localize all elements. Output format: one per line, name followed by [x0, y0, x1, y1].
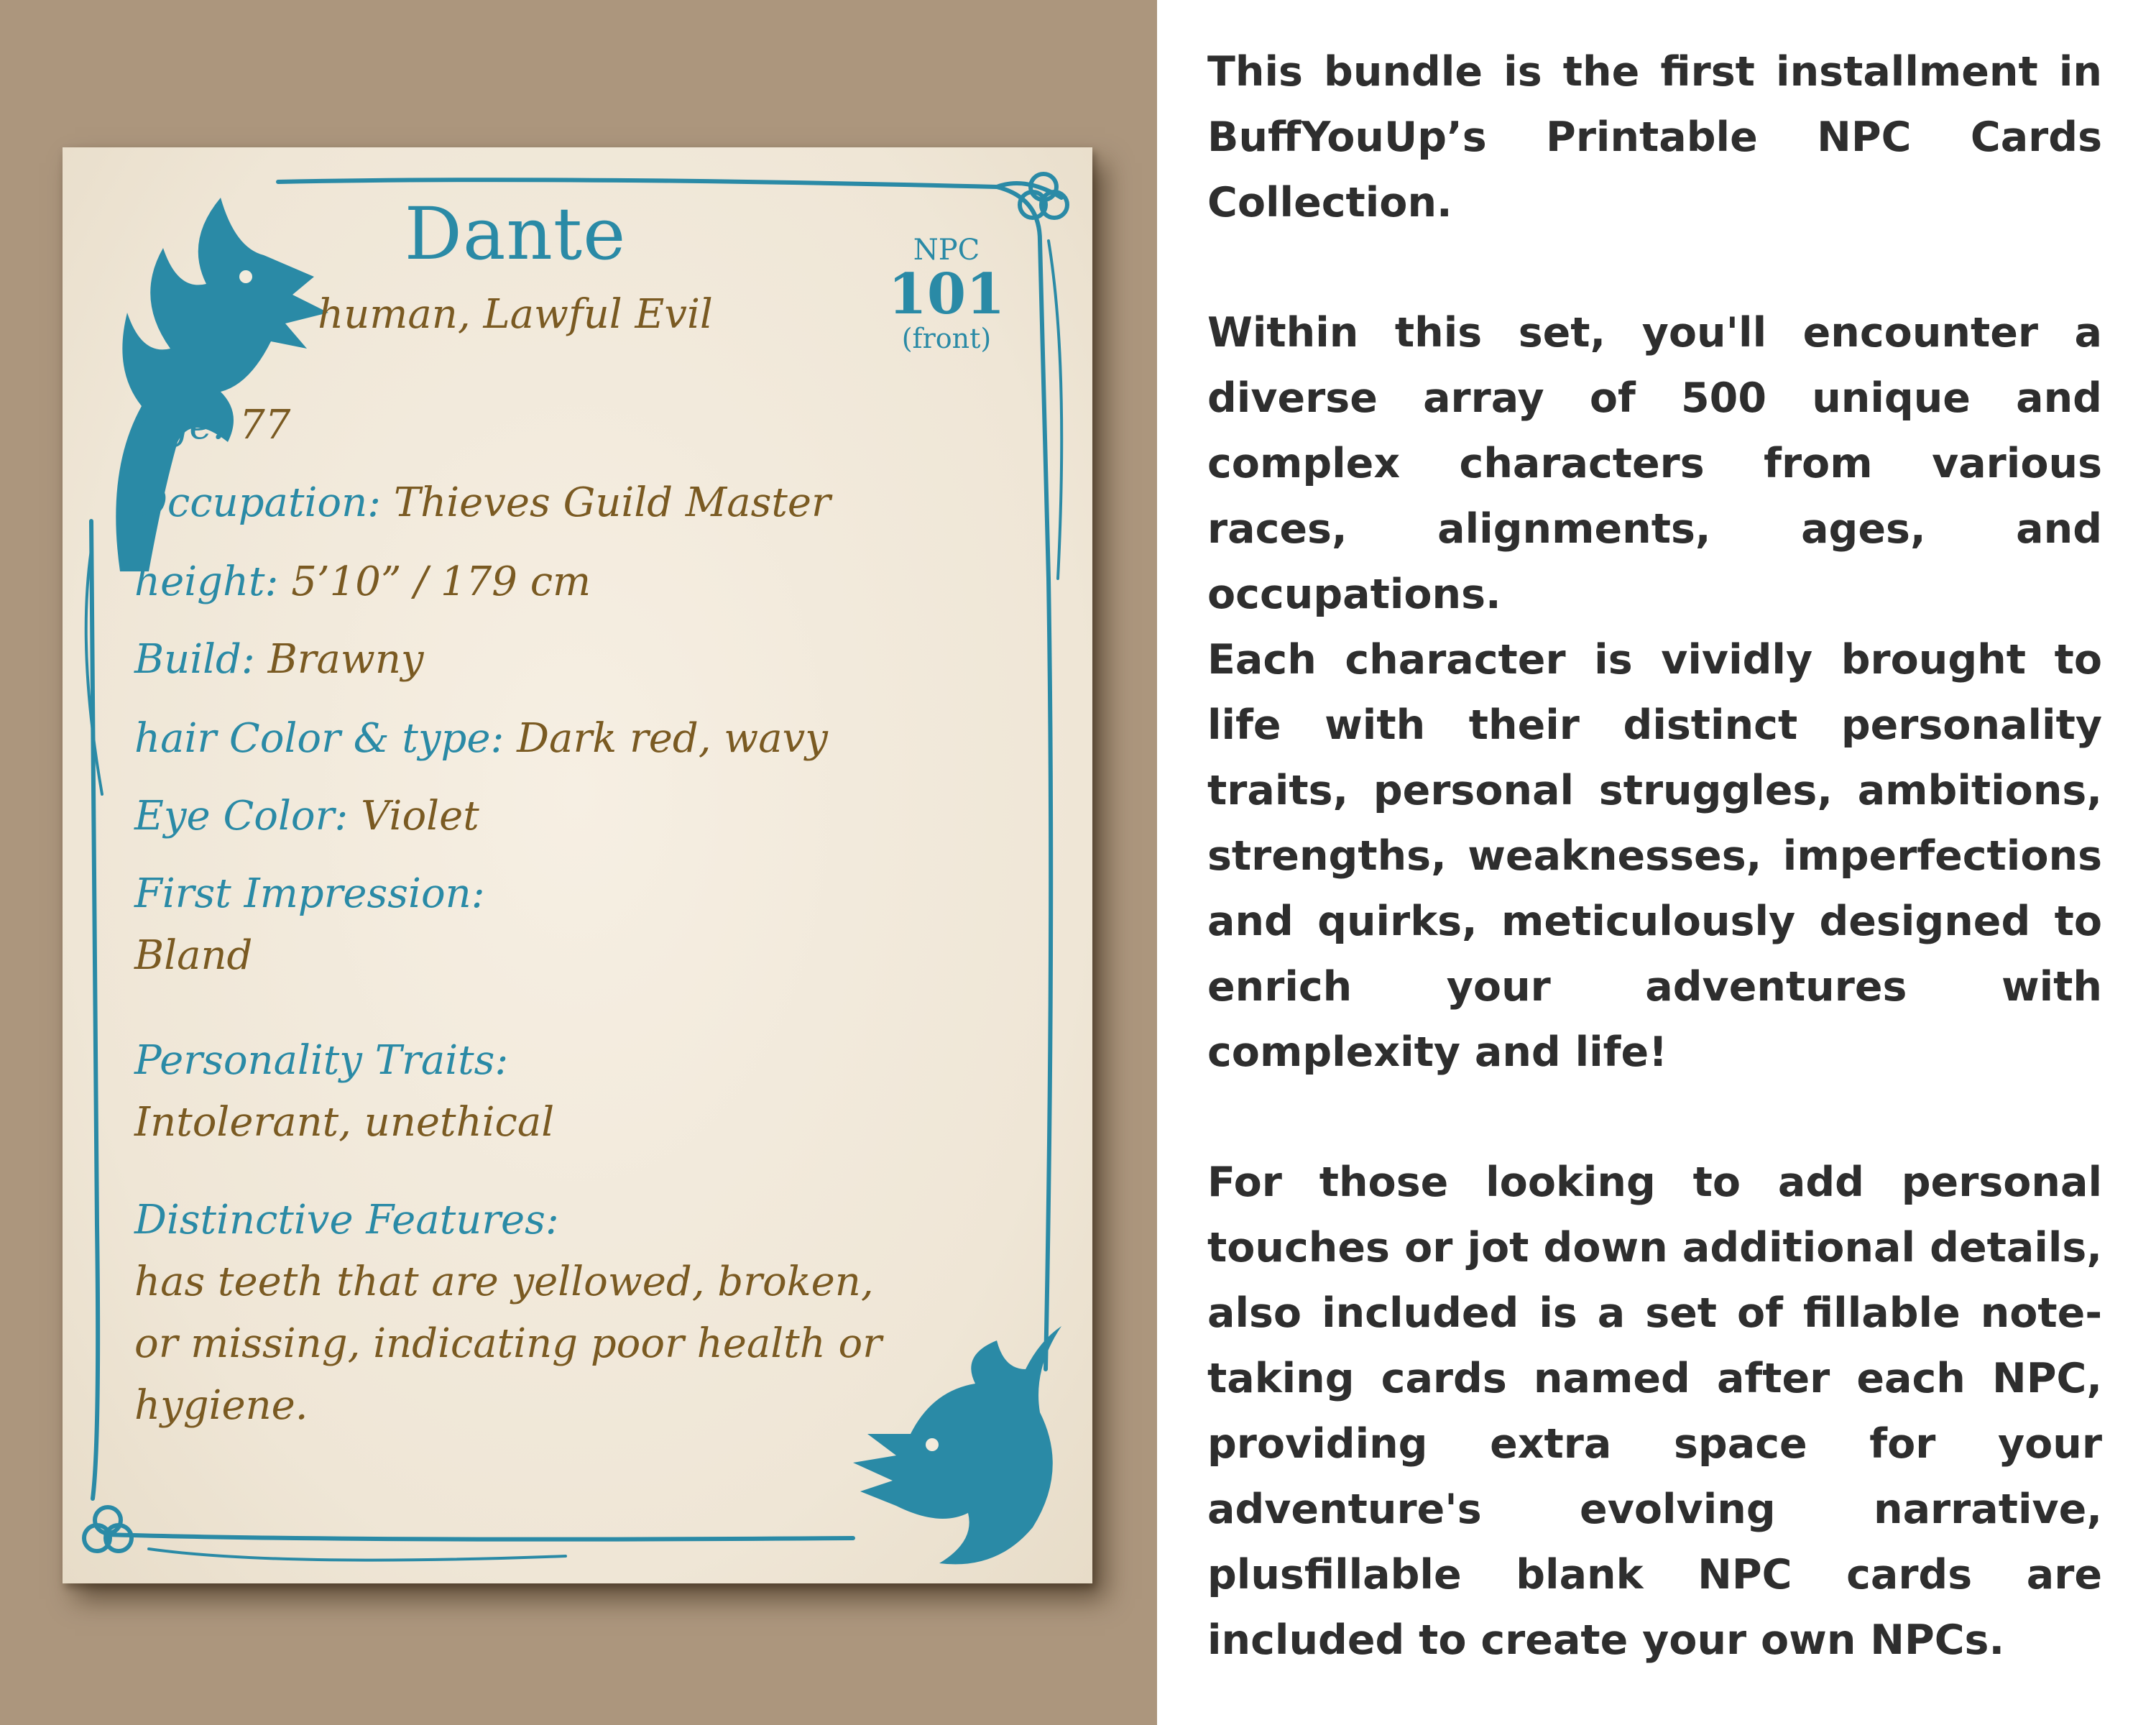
field-label: Eye Color:: [134, 793, 349, 840]
description-paragraph-3: Each character is vividly brought to life with their distinct personality traits, personal struggles, ambitions, strengths, weaknesses, imperfections and quirks, meticulously designed to enrich your adventures with complexity and life!: [1207, 636, 2102, 1076]
field-value: Violet: [361, 793, 479, 840]
field-value: 77: [239, 402, 291, 448]
field-label: hair Color & type:: [134, 715, 505, 762]
celtic-knot-icon: [1011, 165, 1076, 230]
first-impression-label: First Impression:: [134, 870, 485, 917]
description-paragraph-2: Within this set, you'll encounter a diverse array of 500 unique and complex characters from various races, alignments, ages, and occupations.: [1207, 309, 2102, 618]
field-value: Thieves Guild Master: [393, 479, 831, 526]
field-occupation: [134, 478, 831, 528]
field-label: Occupation:: [134, 479, 381, 526]
npc-card: [63, 147, 1092, 1583]
field-value: 5’10” / 179 cm: [291, 558, 591, 605]
personality-traits-label: Personality Traits:: [134, 1037, 509, 1084]
field-label: Build:: [134, 636, 255, 683]
field-build: [134, 635, 424, 685]
npc-number-badge: [882, 234, 1011, 354]
personality-traits-value: Intolerant, unethical: [134, 1099, 555, 1146]
distinctive-features-label: Distinctive Features:: [134, 1197, 559, 1243]
field-label: height:: [134, 558, 279, 605]
description-paragraph-4: For those looking to add personal touches or jot down additional details, also included is a set of fillable note-taking cards named after each NPC, providing extra space for your adventure's evolving narrative, plusfillable blank NPC cards are included to create your own NPCs.: [1207, 1159, 2102, 1664]
distinctive-features-value: has teeth that are yellowed, broken, or missing, indicating poor health or hygiene.: [134, 1259, 883, 1429]
npc-badge-number: 101: [888, 262, 1005, 327]
field-age: [134, 400, 290, 451]
description-paragraph-1: This bundle is the first installment in BuffYouUp’s Printable NPC Cards Collection.: [1207, 48, 2102, 226]
field-hair: [134, 714, 828, 764]
npc-badge-side: (front): [901, 323, 992, 354]
celtic-knot-icon: [75, 1499, 140, 1563]
field-label: Age:: [134, 402, 227, 448]
npc-name: Dante: [404, 192, 627, 276]
field-value: Brawny: [267, 636, 424, 683]
field-height: [134, 557, 591, 607]
npc-race-alignment: human, Lawful Evil: [318, 291, 713, 338]
field-eye: [134, 791, 479, 842]
first-impression-value: Bland: [134, 932, 253, 979]
field-value: Dark red, wavy: [517, 715, 828, 762]
npc-badge-label: NPC: [913, 234, 980, 267]
